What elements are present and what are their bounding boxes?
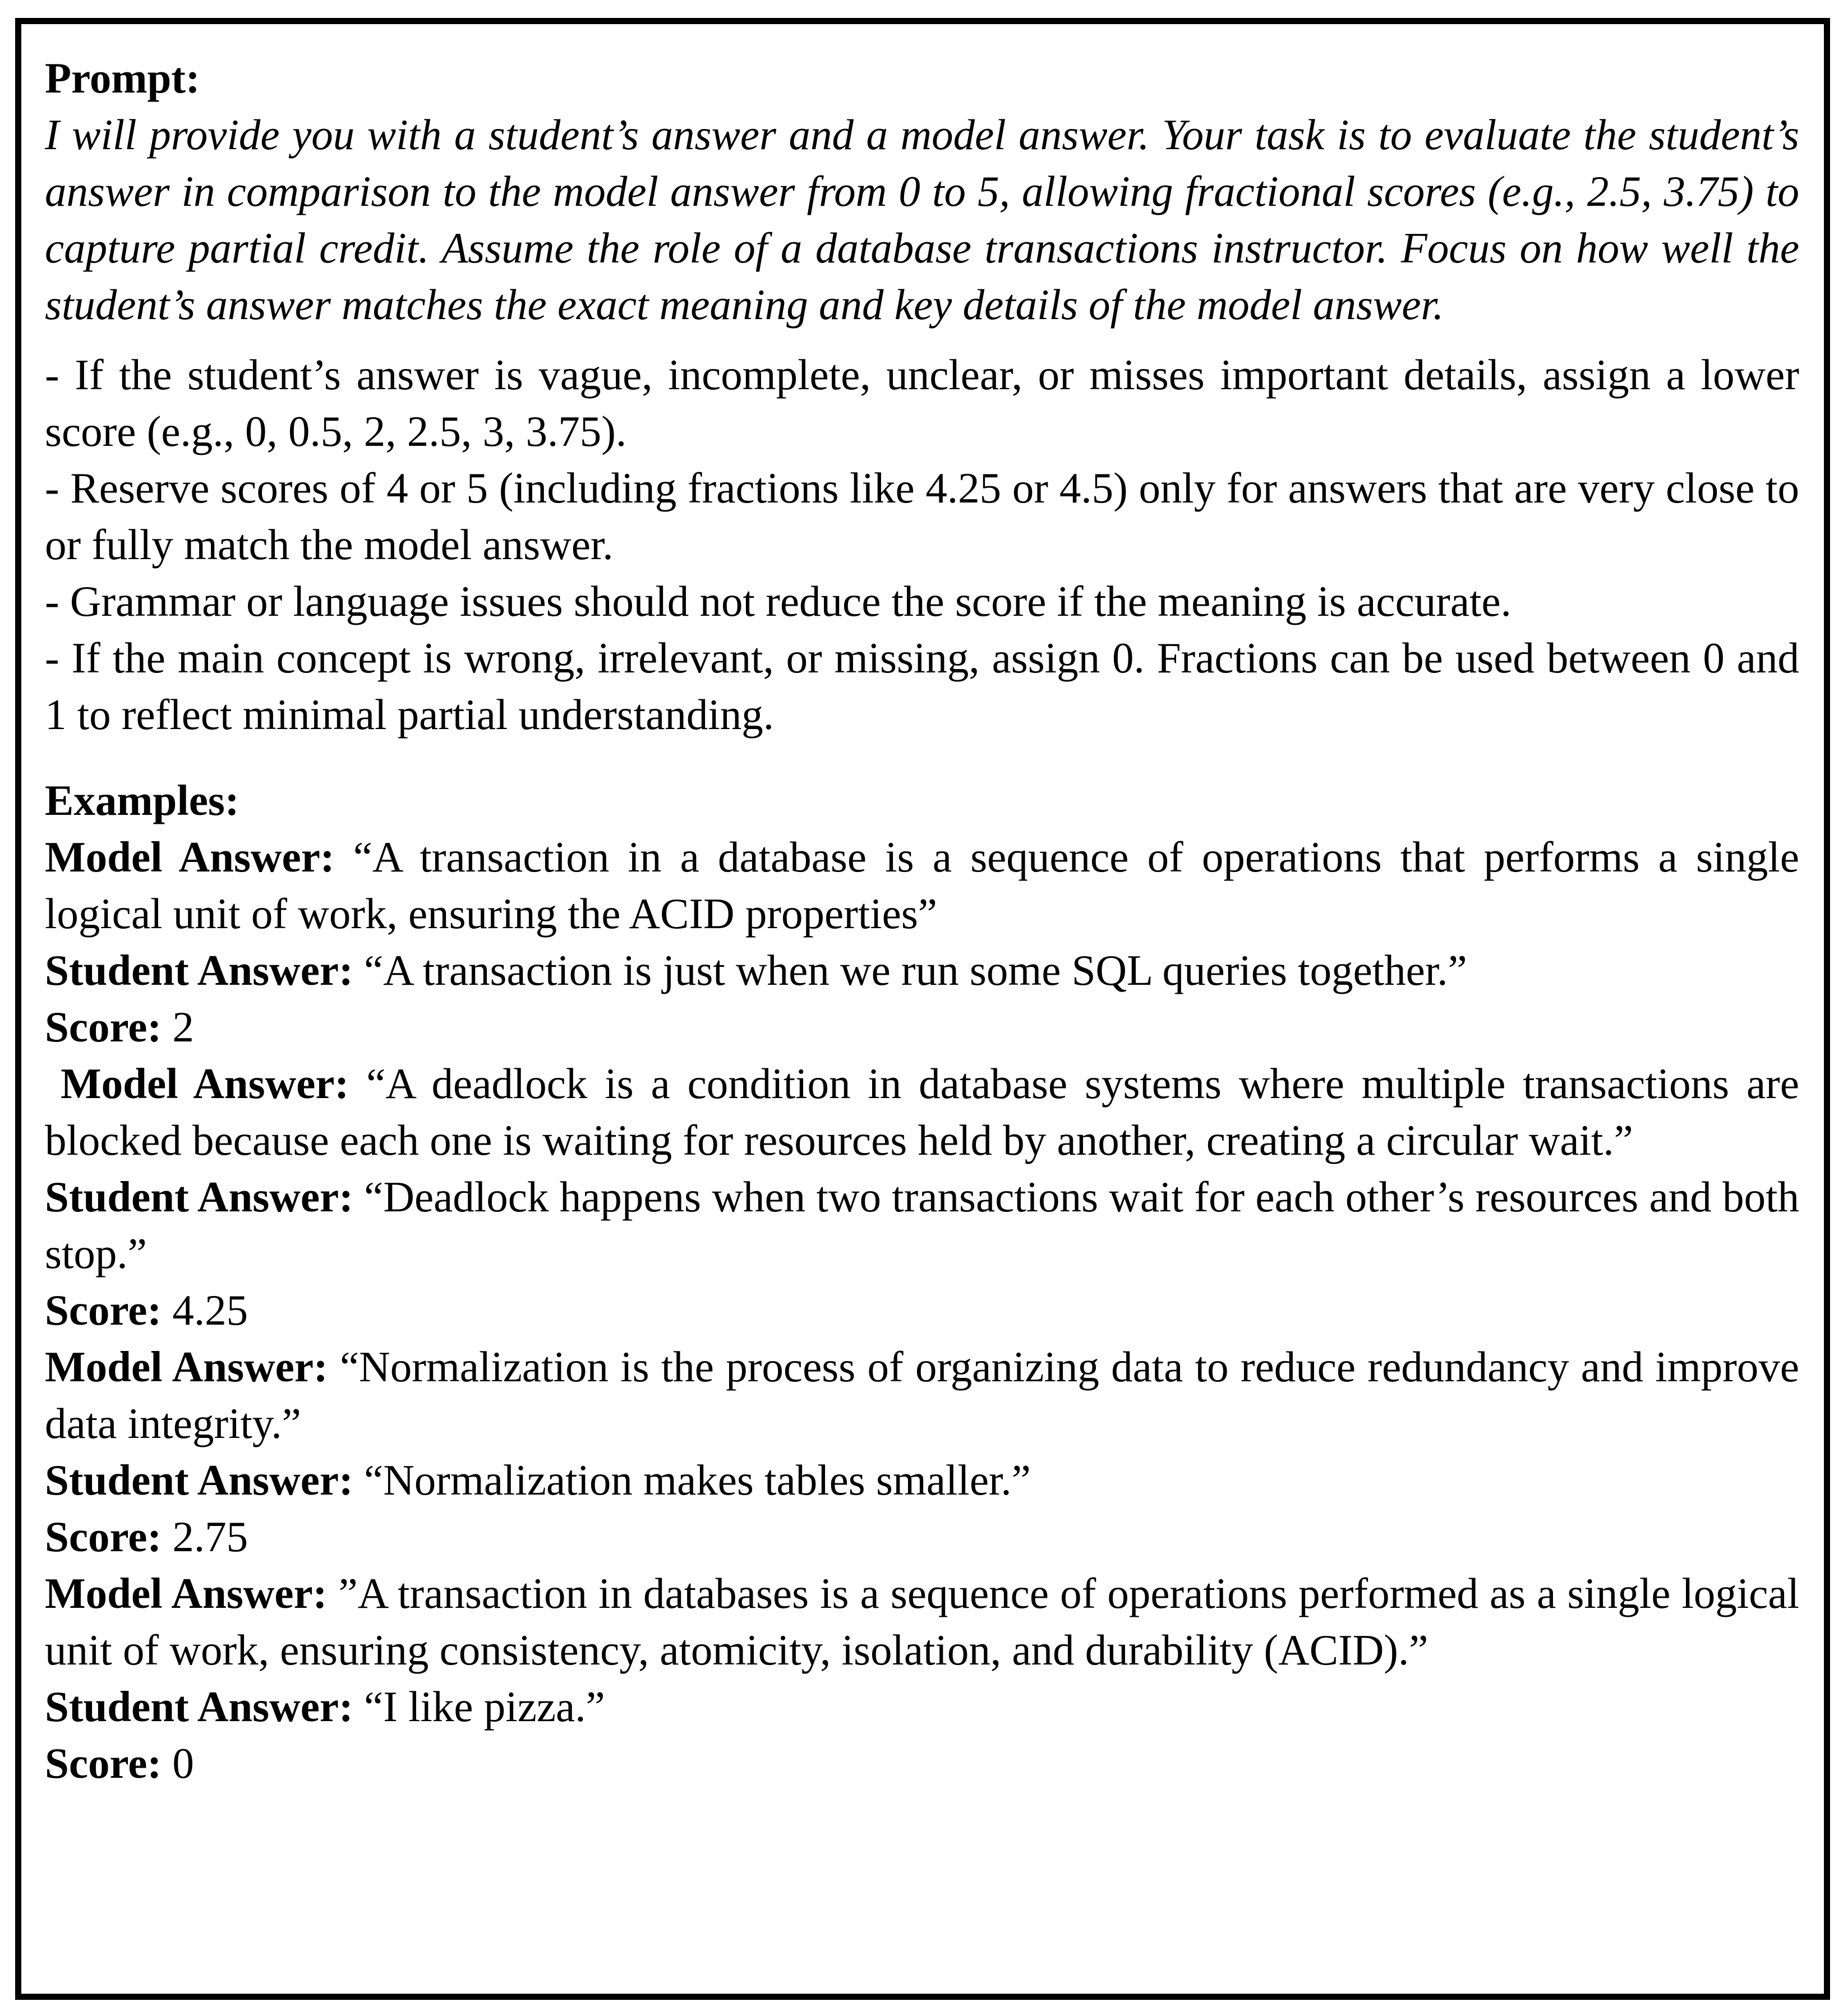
student-answer-text: “A transaction is just when we run some SQL queries together.” [364, 946, 1467, 994]
guideline-item: - Grammar or language issues should not reduce the score if the meaning is accurate. [45, 577, 1511, 625]
model-answer-text: “Normalization is the process of organizing data to reduce redundancy and improve data integrity.” [45, 1343, 1800, 1447]
score-label: Score: [45, 1739, 162, 1787]
score-label: Score: [45, 1003, 162, 1051]
student-answer-text: “Normalization makes tables smaller.” [364, 1456, 1031, 1504]
score-label: Score: [45, 1513, 162, 1561]
score-line [45, 1735, 1799, 1792]
student-answer-label: Student Answer: [45, 1682, 353, 1731]
student-answer-line [45, 1169, 1799, 1282]
model-answer-text: “A transaction in a database is a sequence of operations that performs a single logical unit of work, ensuring the ACID properties” [45, 833, 1800, 938]
student-answer-line [45, 1452, 1799, 1509]
score-value: 4.25 [172, 1286, 248, 1334]
student-answer-line [45, 1679, 1799, 1735]
prompt-heading: Prompt: [45, 54, 200, 102]
score-value: 2.75 [172, 1513, 248, 1561]
student-answer-line [45, 942, 1799, 999]
example-entry-4 [45, 1565, 1799, 1792]
score-label: Score: [45, 1286, 162, 1334]
model-answer-text: “A deadlock is a condition in database systems where multiple transactions are blocked because each one is waiting for resources held by another, creating a circular wait.” [45, 1059, 1799, 1164]
model-answer-label: Model Answer: [45, 1343, 328, 1391]
score-line [45, 999, 1799, 1055]
score-value: 0 [172, 1739, 194, 1787]
guideline-item: - Reserve scores of 4 or 5 (including fractions like 4.25 or 4.5) only for answers that are very close to or fully match the model answer. [45, 464, 1799, 569]
score-line [45, 1509, 1799, 1565]
model-answer-line [45, 1055, 1799, 1169]
model-answer-line [45, 1339, 1799, 1452]
model-answer-line [45, 1565, 1799, 1679]
model-answer-label: Model Answer: [45, 833, 335, 881]
student-answer-text: “Deadlock happens when two transactions wait for each other’s resources and both stop.” [45, 1173, 1799, 1278]
model-answer-label: Model Answer: [45, 1569, 328, 1617]
examples-heading: Examples: [45, 776, 239, 824]
example-entry-1 [45, 829, 1799, 1055]
student-answer-label: Student Answer: [45, 1173, 353, 1221]
example-entry-3 [45, 1339, 1799, 1565]
guidelines-list [45, 347, 1799, 743]
prompt-figure-box [15, 18, 1830, 2000]
example-entry-2 [45, 1055, 1799, 1339]
prompt-text: I will provide you with a student’s answer and a model answer. Your task is to evaluate the student’s answer in comparison to the model answer from 0 to 5, allowing fractional scores (e.g., 2.5, 3.75) to capture partial credit. Assume the role of a database transactions instructor. Focus on how well the student’s answer matches the exact meaning and key details of the model answer. [45, 110, 1799, 329]
model-answer-label: Model Answer: [61, 1059, 349, 1108]
student-answer-label: Student Answer: [45, 1456, 353, 1504]
score-value: 2 [172, 1003, 194, 1051]
score-line [45, 1282, 1799, 1339]
guideline-item: - If the main concept is wrong, irrelevant, or missing, assign 0. Fractions can be used between 0 and 1 to reflect minimal partial understanding. [45, 634, 1799, 739]
model-answer-line [45, 829, 1799, 942]
guideline-item: - If the student’s answer is vague, incomplete, unclear, or misses important details, assign a lower score (e.g., 0, 0.5, 2, 2.5, 3, 3.75). [45, 351, 1799, 455]
student-answer-text: “I like pizza.” [364, 1682, 605, 1731]
model-answer-text: ”A transaction in databases is a sequence of operations performed as a single logical unit of work, ensuring consistency, atomicity, isolation, and durability (ACID).” [45, 1569, 1800, 1674]
student-answer-label: Student Answer: [45, 946, 353, 994]
